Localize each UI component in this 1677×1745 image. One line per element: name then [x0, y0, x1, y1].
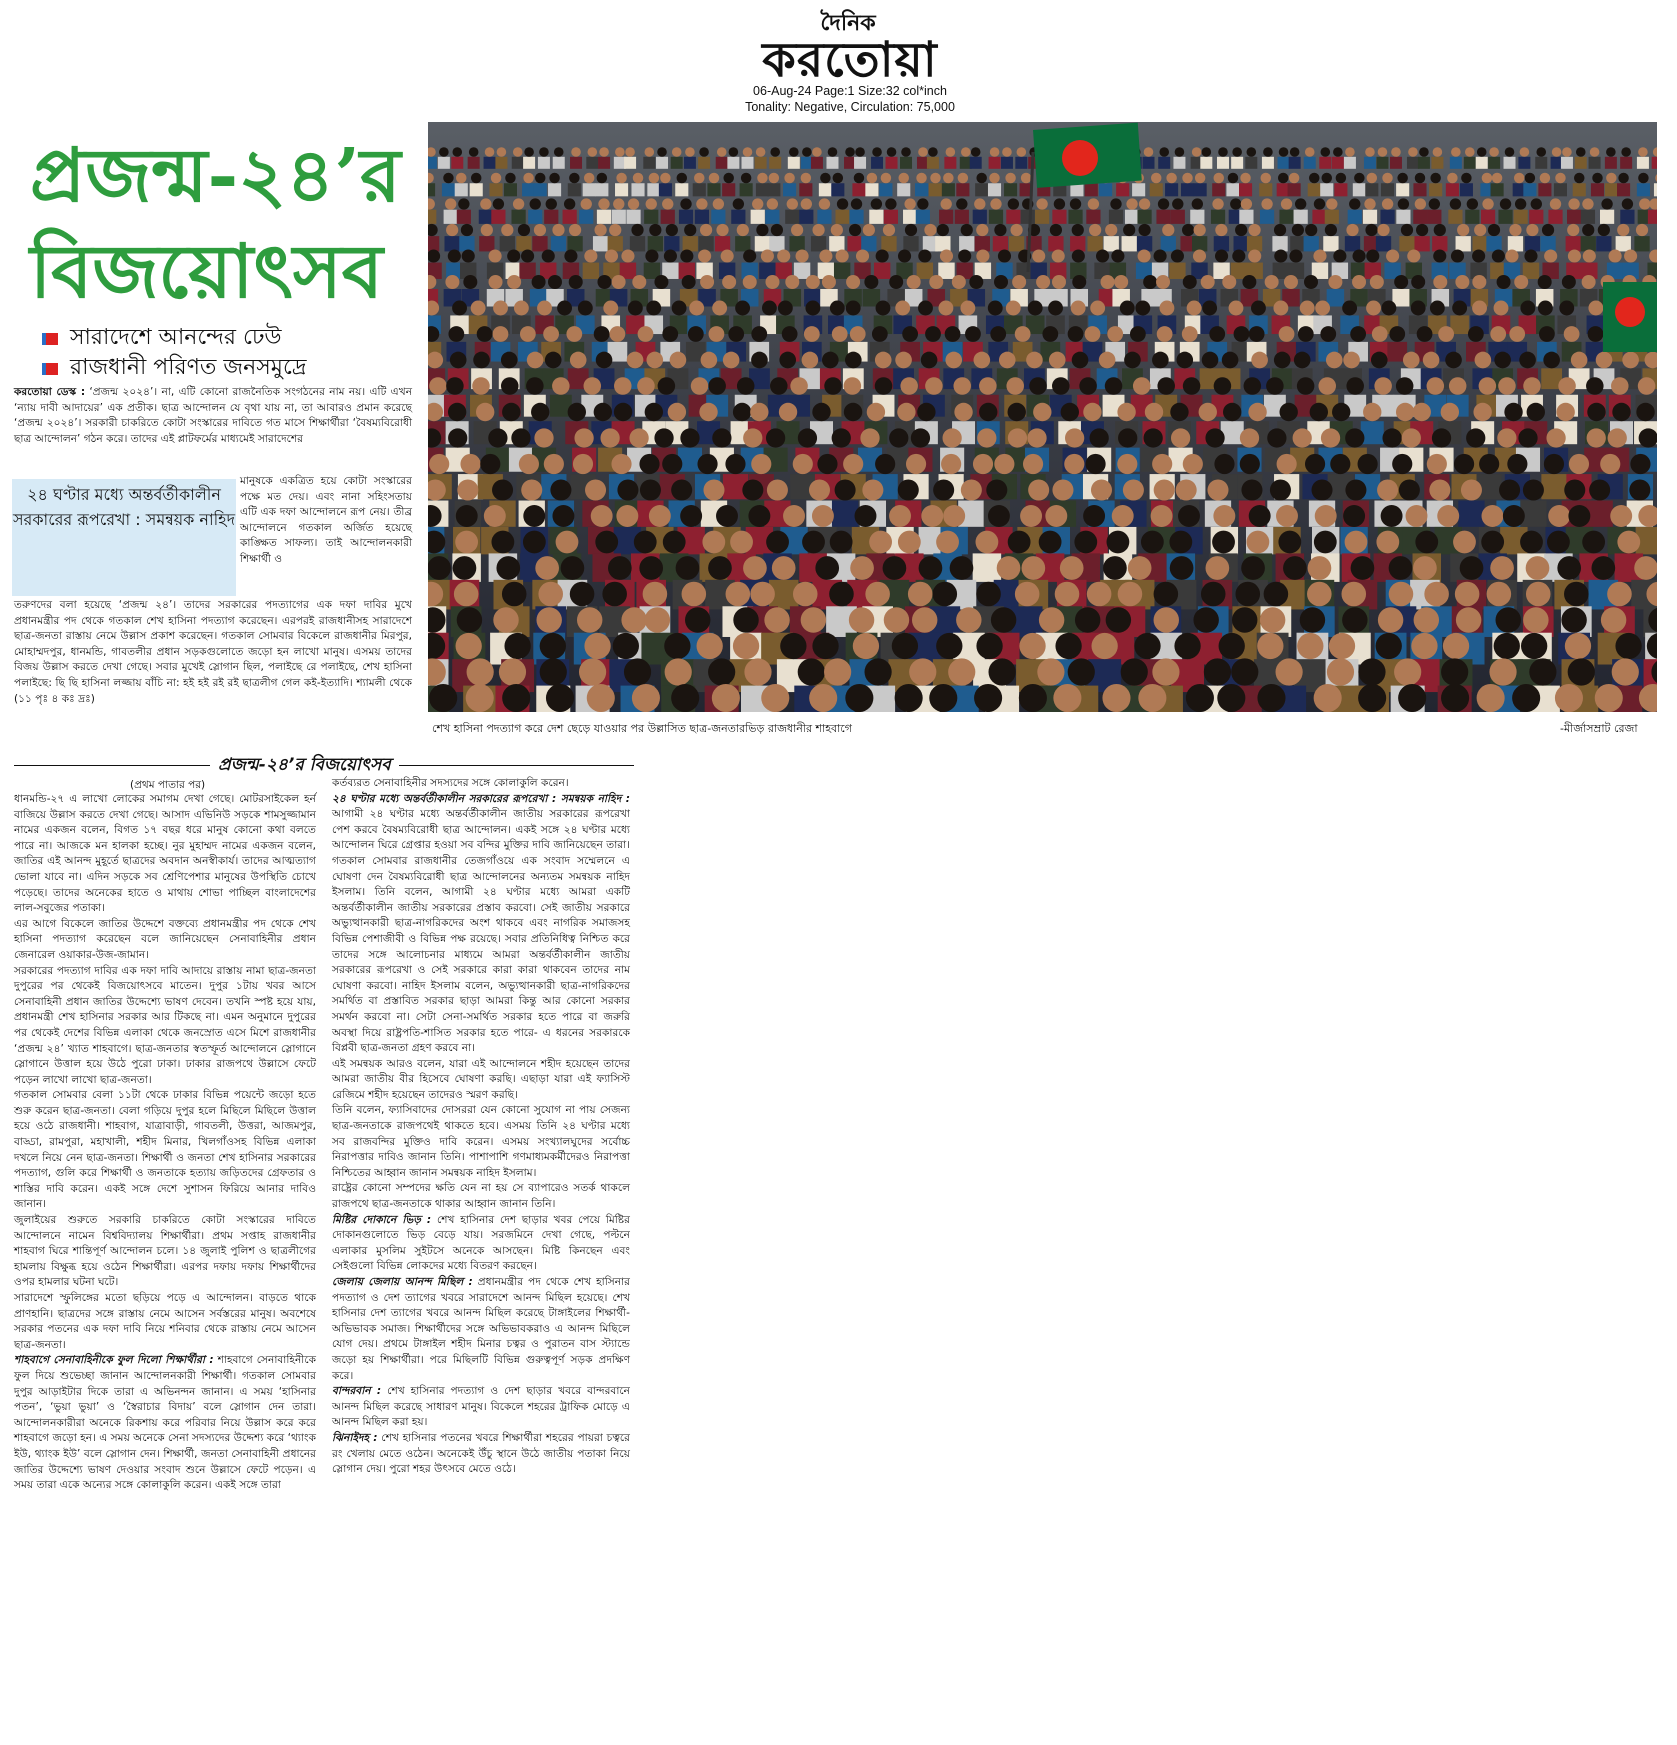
masthead-title: করতোয়া: [762, 32, 938, 88]
paragraph: এই সমন্বয়ক আরও বলেন, যারা এই আন্দোলনে শহীদ হয়েছেন তাদের আমরা জাতীয় বীর হিসেবে ঘোষণা করছি। এছাড়া যারা এই ফ্যাসিস্ট রেজিমে শহীদ হয়েছেন তাদেরও স্মরণ করছি।: [332, 1057, 630, 1101]
lead-bottom-text: তরুণদের বলা হয়েছে ‘প্রজন্ম ২৪’। তাদের সরকারের পদত্যাগের এক দফা দাবির মুখে প্রধানমন্ত্রীর পদ থেকে গতকাল শেখ হাসিনা পদত্যাগ করেছেন। এরপরই রাজধানীসহ সারাদেশে ছাত্র-জনতা রাস্তায় নেমে উল্লাস প্রকাশ করেছেন। গতকাল সোমবার বিকেলে রাজধানীর মিরপুর, মোহাম্মদপুর, ধানমন্ডি, গাবতলীর প্রধান সড়কগুলোতে জড়ো হন লাখো মানুষ। এসময় তাদের বিজয় উল্লাস করতে দেখা গেছে। সবার মুখেই স্লোগান ছিল, পলাইছে রে পলাইছে, শেখ হাসিনা পলাইছে: ছি ছি হাসিনা লজ্জায় বাঁচি না: হই হই রই রই ছাত্রলীগ গেল কই-ইত্যাদি। শ্যামলী থেকে: [14, 599, 412, 689]
bullet-square-icon: [42, 363, 58, 375]
subsection-title: ২৪ ঘণ্টার মধ্যে অন্তর্বর্তীকালীন সরকারের রূপরেখা : সমন্বয়ক নাহিদ :: [332, 792, 630, 805]
subsection-text: শেখ হাসিনার পদত্যাগ ও দেশ ছাড়ার খবরে বান্দরবানে আনন্দ মিছিল করেছে সাধারণ মানুষ। বিকেলে শহরের ট্রাফিক মোড়ে এ আনন্দ মিছিল করা হয়।: [332, 1385, 630, 1429]
subsection-title: শাহবাগে সেনাবাহিনীকে ফুল দিলো শিক্ষার্থীরা :: [14, 1354, 214, 1367]
paragraph: সারাদেশে স্ফুলিঙ্গের মতো ছড়িয়ে পড়ে এ আন্দোলন। বাড়তে থাকে প্রাণহানি। ছাত্রদের সঙ্গে রাস্তায় নেমে আসেন সর্বস্তরের মানুষ। অবশেষে সরকার পতনের এক দফা দাবি নিয়ে শনিবার থেকে রাস্তায় নেমে আসেন ছাত্র-জনতা।: [14, 1292, 316, 1351]
paragraph: [332, 1431, 630, 1478]
paragraph: এর আগে বিকেলে জাতির উদ্দেশে বক্তব্যে প্রধানমন্ত্রীর পদ থেকে শেখ হাসিনা পদত্যাগ করেছেন বলে জানিয়েছেন সেনাবাহিনীর প্রধান জেনারেল ওয়াকার-উজ-জামান।: [14, 917, 316, 961]
column-1: [14, 792, 316, 1494]
subsection-text: শাহবাগে সেনাবাহিনীকে ফুল দিয়ে শুভেচ্ছা জানান আন্দোলনকারী শিক্ষার্থী। গতকাল সোমবার দুপুর আড়াইটার দিকে তারা এ অভিনন্দন জানান। এ সময় ‘হাসিনার পতন’, ‘ভুয়া ভুয়া’ ও ‘স্বৈরাচার বিদায়’ বলে স্লোগান দেন তারা। আন্দোলনকারীরা অনেকে রিকশায় করে পরিবার নিয়ে উল্লাস করে করে শাহবাগে জড়ো হন। এ সময় অনেকে সেনা সদস্যদের উদ্দেশ্য করে ‘থ্যাংক ইউ, থ্যাংক ইউ’ বলে স্লোগান দেন। শিক্ষার্থী, জনতা সেনাবাহিনী প্রধানের জাতির উদ্দেশ্যে ভাষণ দেওয়ার সংবাদ শুনে উল্লাসে ফেটে পড়েন। এ সময় তারা একে অন্যের সঙ্গে কোলাকুলি করেন। একই সঙ্গে তারা: [14, 1354, 316, 1492]
paragraph: [332, 1384, 630, 1431]
lead-paragraph: [14, 385, 412, 447]
highlight-box: ২৪ ঘণ্টার মধ্যে অন্তর্বর্তীকালীন সরকারের রূপরেখা : সমন্বয়ক নাহিদ: [12, 479, 236, 596]
headline-line1: প্রজন্ম-২৪’র: [30, 133, 401, 219]
paragraph: [332, 1275, 630, 1384]
subsection-title: জেলায় জেলায় আনন্দ মিছিল :: [332, 1276, 473, 1288]
paragraph: ধানমন্ডি-২৭ এ লাখো লোকের সমাগম দেখা গেছে। মোটরসাইকেল হর্ন বাজিয়ে উল্লাস করতে দেখা গেছে। আসাদ এভিনিউ সড়কে শামসুজ্জামান নামের একজন বলেন, বিগত ১৭ বছর ধরে মানুষ কোনো কথা বলতে পারে না। আজকে মন হালকা হচ্ছে। নুর মুহাম্মদ নামের একজন বলেন, জাতির এই আনন্দ মুহূর্তে ছাত্রদের অবদান অনস্বীকার্য। তাদের আত্মত্যাগ ভোলা যাবে না। এদিন সড়কে সব শ্রেণিপেশার মানুষের উপস্থিতি চোখে পড়েছে। তাদের অনেকের হাতে ও মাথায় শোভা পাচ্ছিল বাংলাদেশের লাল-সবুজের পতাকা।: [14, 793, 316, 915]
subsection-title: বান্দরবান :: [332, 1385, 382, 1398]
subsection-text: প্রধানমন্ত্রীর পদ থেকে শেখ হাসিনার পদত্যাগ ও দেশ ত্যাগের খবরে সারাদেশে আনন্দ মিছিল হয়েছে। শেখ হাসিনার দেশ ত্যাগের খবরে আনন্দ মিছিল করেছে টাঙ্গাইলের শিক্ষার্থী-অভিভাবক সমাজ। শিক্ষার্থীদের সঙ্গে অভিভাবকরাও এ আনন্দ মিছিলে যোগ দেয়। প্রথমে টাঙ্গাইল শহীদ মিনার চত্বর ও পুরাতন বাস স্ট্যান্ডে জড়ো হয় শিক্ষার্থীরা। পরে মিছিলটি বিভিন্ন গুরুত্বপূর্ণ সড়ক প্রদক্ষিণ করে।: [332, 1276, 630, 1382]
paragraph: তিনি বলেন, ফ্যাসিবাদের দোসররা যেন কোনো সুযোগ না পায় সেজন্য ছাত্র-জনতাকে রাজপথেই থাকতে হবে। এসময় তিনি ২৪ ঘণ্টার মধ্যে সব রাজবন্দির মুক্তিও দাবি করেন। এসময় সংখ্যালঘুদের সর্বোচ্চ নিরাপত্তার দাবিও জানান তিনি। পাশাপাশি গণমাধ্যমকর্মীদেরও নিরাপত্তা নিশ্চিতের আহ্বান জানান সমন্বয়ক নাহিদ ইসলাম।: [332, 1104, 630, 1179]
subhead-text: সারাদেশে আনন্দের ঢেউ: [70, 325, 282, 350]
subsection-text: শেখ হাসিনার দেশ ছাড়ার খবর পেয়ে মিষ্টির দোকানগুলোতে ভিড় বেড়ে যায়। সরজমিনে দেখা গেছে, পল্টনে এলাকার মুসলিম সুইটসে অনেকে আসছেন। মিষ্টি কিনছেন এবং সেইগুলো বিভিন্ন লোকদের মধ্যে বিতরণ করছেন।: [332, 1213, 630, 1273]
paragraph: [332, 1213, 630, 1275]
photo-credit: -মীর্জাসম্রাট রেজা: [1560, 722, 1638, 735]
subsection-text: শেখ হাসিনার পতনের খবরে শিক্ষার্থীরা শহরের পায়রা চত্বরে রং খেলায় মেতে ওঠেন। অনেকেই উঁচু স্থানে উঠে জাতীয় পতাকা নিয়ে স্লোগান দেয়। পুরো শহর উৎসবে মেতে ওঠে।: [332, 1431, 631, 1476]
flag-icon: [1603, 282, 1657, 352]
news-photo: [428, 122, 1657, 712]
lead-paragraph-right: মানুষকে একত্রিত হয়ে কোটা সংস্কারের পক্ষে মত দেয়। এবং নানা সহিংসতায় এটি এক দফা আন্দোলনে রূপ নেয়। তীব্র আন্দোলনে গতকাল অর্জিত হয়েছে কাঙ্ক্ষিত সাফল্য। তাই আন্দোলনকারী শিক্ষার্থী ও: [240, 475, 412, 565]
photo-caption: শেখ হাসিনা পদত্যাগ করে দেশ ছেড়ে যাওয়ার পর উল্লাসিত ছাত্র-জনতারভিড় রাজধানীর শাহবাগে: [432, 722, 852, 735]
subhead-2: [42, 350, 306, 387]
clip-meta-line1: 06-Aug-24 Page:1 Size:32 col*inch: [753, 84, 947, 98]
paragraph: কর্তব্যরত সেনাবাহিনীর সদস্যদের সঙ্গে কোলাকুলি করেন।: [332, 777, 569, 789]
paragraph: [332, 792, 630, 1057]
bullet-square-icon: [42, 333, 58, 345]
masthead-small: দৈনিক: [820, 11, 876, 36]
lead-text: ‘প্রজন্ম ২০২৪’। না, এটি কোনো রাজনৈতিক সংগঠনের নাম নয়। এটি এখন ‘ন্যায় দাবী আদায়ের’ এক প্রতীক। ছাত্র আন্দোলন যে বৃথা যায় না, তা আবারও প্রমান করেছে ‘প্রজন্ম ২০২৪’। সরকারী চাকরিতে কোটা সংস্কারের দাবিতে গত মাসে শিক্ষার্থীরা ‘বৈষম্যবিরোধী ছাত্র আন্দোলন’ গঠন করে। তাদের এই প্লাটফর্মের মাধ্যমেই সারাদেশের: [14, 386, 413, 445]
headline: [30, 128, 430, 320]
paragraph: রাষ্ট্রের কোনো সম্পদের ক্ষতি যেন না হয় সে ব্যাপারেও সতর্ক থাকলে রাজপথে ছাত্র-জনতাকে থাকার আহ্বান জানান তিনি।: [332, 1182, 630, 1211]
headline-line2: বিজয়োৎসব: [30, 229, 383, 315]
subsection-text: আগামী ২৪ ঘণ্টার মধ্যে অন্তর্বর্তীকালীন জাতীয় সরকারের রূপরেখা পেশ করবে বৈষম্যবিরোধী ছাত্র আন্দোলন। একই সঙ্গে ২৪ ঘণ্টার মধ্যে আন্দোলন ঘিরে গ্রেপ্তার হওয়া সব বন্দির মুক্তির দাবি জানিয়েছেন তারা। গতকাল সোমবার রাজধানীর তেজগাঁওয়ে এক সংবাদ সম্মেলনে এ ঘোষণা দেন বৈষম্যবিরোধী ছাত্র আন্দোলনের অন্যতম সমন্বয়ক নাহিদ ইসলাম। তিনি বলেন, আগামী ২৪ ঘণ্টার মধ্যে আমরা একটি অন্তর্বর্তীকালীন জাতীয় সরকারের প্রস্তাব করবো। সেই জাতীয় সরকারে অভ্যুত্থানকারী ছাত্র-নাগরিকদের অংশ থাকবে এবং নাগরিক সমাজসহ বিভিন্ন পেশাজীবী ও বিভিন্ন পক্ষ রয়েছে। সবার প্রতিনিধিত্ব নিশ্চিত করে তাদের সঙ্গে আলোচনার মাধ্যমে আমরা অন্তর্বর্তীকালীন জাতীয় সরকারের রূপরেখা ও সেই সরকারে কারা কারা থাকবেন তাদের নাম ঘোষণা করবো। নাহিদ ইসলাম বলেন, অভ্যুত্থানকারী ছাত্র-নাগরিকদের সমর্থিত বা প্রস্তাবিত সরকার ছাড়া আমরা কিন্তু আর কোনো সরকার সমর্থন করবো না। সেটা সেনা-সমর্থিত সরকার হতে পারে বা জরুরি অবস্থা দিয়ে রাষ্ট্রপতি-শাসিত সরকার হতে পারে- এ ধরনের সরকারকে বিপ্লবী ছাত্র-জনতা গ্রহণ করবে না।: [332, 808, 630, 1055]
section-heading: প্রজন্ম-২৪’র বিজয়োৎসব: [210, 752, 399, 780]
paragraph: গতকাল সোমবার বেলা ১১টা থেকে ঢাকার বিভিন্ন পয়েন্টে জড়ো হতে শুরু করেন ছাত্র-জনতা। বেলা গড়িয়ে দুপুর হলে মিছিলে মিছিলে উত্তাল হয়ে ওঠে রাজধানী। শাহবাগ, যাত্রাবাড়ী, গাবতলী, উত্তরা, আজমপুর, বাড্ডা, রামপুরা, মহাখালী, শহীদ মিনার, খিলগাঁওসহ বিভিন্ন এলাকা দখলে নিয়ে নেন ছাত্র-জনতা। শিক্ষার্থী ও জনতা শেখ হাসিনার সরকারের পদত্যাগ, গুলি করে শিক্ষার্থী ও জনতাকে হত্যায় জড়িতদের গ্রেফতার ও শাস্তির দাবি করেন। একই সঙ্গে দেশে সুশাসন ফিরিয়ে আনার দাবিও জানান।: [14, 1089, 316, 1211]
subhead-text: রাজধানী পরিণত জনসমুদ্রে: [70, 355, 307, 380]
continued-label: (প্রথম পাতার পর): [130, 779, 206, 791]
column-2: [332, 776, 630, 1478]
crowd-photo-illustration: [428, 122, 1657, 712]
subsection-title: ঝিনাইদহ :: [332, 1431, 378, 1444]
jump-reference: (১১ পৃঃ ৪ কঃ দ্রঃ): [14, 692, 95, 705]
paragraph: জুলাইয়ের শুরুতে সরকারি চাকরিতে কোটা সংস্কারের দাবিতে আন্দোলনে নামেন বিশ্ববিদ্যালয় শিক্ষার্থীরা। প্রথম সপ্তাহ রাজধানীর শাহবাগ ঘিরে শান্তিপূর্ণ আন্দোলন চলে। ১৪ জুলাই পুলিশ ও ছাত্রলীগের হামলায় বিক্ষুব্ধ হয়ে ওঠেন শিক্ষার্থীরা। এরপর দফায় দফায় শিক্ষার্থীদের ওপর হামলার ঘটনা ঘটে।: [14, 1214, 316, 1289]
paragraph: [14, 1353, 316, 1493]
lead-paragraph-bottom: [14, 598, 412, 707]
subsection-title: মিষ্টির দোকানে ভিড় :: [332, 1213, 432, 1226]
clip-meta-line2: Tonality: Negative, Circulation: 75,000: [745, 100, 955, 114]
paragraph: সরকারের পদত্যাগ দাবির এক দফা দাবি আদায়ে রাস্তায় নামা ছাত্র-জনতা দুপুরের পর থেকেই বিজয়োৎসবে মাতেন। দুপুর ১টায় খবর আসে সেনাবাহিনী প্রধান জাতির উদ্দেশ্যে ভাষণ দেবেন। তখনি স্পষ্ট হয়ে যায়, প্রধানমন্ত্রী শেখ হাসিনার সরকার আর টিকছে না। এমন অনুমানে দুপুরের পর থেকেই দেশের বিভিন্ন এলাকা থেকে জনস্রোত এসে মিশে রাজধানীর ‘প্রজন্ম ২৪’ খ্যাত শাহবাগে। ছাত্র-জনতার স্বতস্ফূর্ত আন্দোলনে স্লোগানে স্লোগানে উত্তাল হয়ে উঠে পুরো ঢাকা। ঢাকার রাজপথে উল্লাসে ফেটে পড়েন লাখো লাখো ছাত্র-জনতা।: [14, 964, 316, 1086]
dateline: করতোয়া ডেস্ক :: [14, 386, 86, 398]
